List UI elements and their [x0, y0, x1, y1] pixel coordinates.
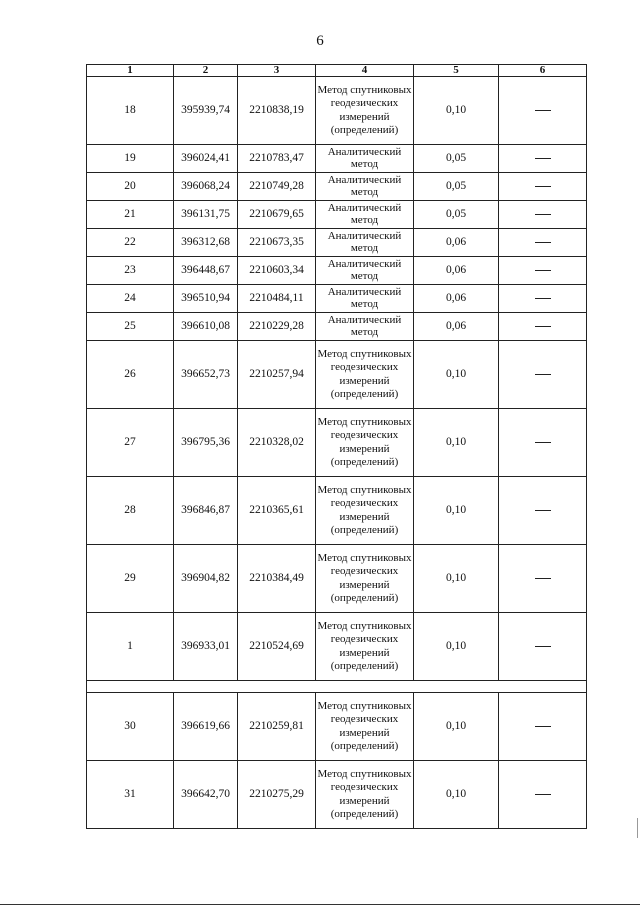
x-coordinate-cell: 395939,74 — [174, 77, 238, 145]
method-cell: Метод спутниковых геодезических измерений (определений) — [316, 77, 414, 145]
method-cell: Аналитический метод — [316, 285, 414, 313]
y-coordinate-cell: 2210783,47 — [238, 145, 316, 173]
note-cell — [499, 761, 587, 829]
column-header: 2 — [174, 65, 238, 77]
y-coordinate-cell: 2210229,28 — [238, 313, 316, 341]
accuracy-cell: 0,10 — [414, 761, 499, 829]
y-coordinate-cell: 2210257,94 — [238, 341, 316, 409]
x-coordinate-cell: 396933,01 — [174, 613, 238, 681]
y-coordinate-cell: 2210524,69 — [238, 613, 316, 681]
x-coordinate-cell: 396024,41 — [174, 145, 238, 173]
x-coordinate-cell: 396619,66 — [174, 693, 238, 761]
y-coordinate-cell: 2210673,35 — [238, 229, 316, 257]
column-header: 5 — [414, 65, 499, 77]
accuracy-cell: 0,05 — [414, 145, 499, 173]
dash-mark — [535, 270, 551, 271]
column-header: 4 — [316, 65, 414, 77]
y-coordinate-cell: 2210838,19 — [238, 77, 316, 145]
method-cell: Метод спутниковых геодезических измерений (определений) — [316, 409, 414, 477]
table-header-row — [87, 65, 587, 77]
table-body — [87, 77, 587, 829]
method-cell: Метод спутниковых геодезических измерений (определений) — [316, 613, 414, 681]
note-cell — [499, 613, 587, 681]
method-cell: Метод спутниковых геодезических измерений (определений) — [316, 341, 414, 409]
y-coordinate-cell: 2210384,49 — [238, 545, 316, 613]
method-cell: Метод спутниковых геодезических измерений (определений) — [316, 761, 414, 829]
table-row — [87, 145, 587, 173]
x-coordinate-cell: 396904,82 — [174, 545, 238, 613]
point-number-cell: 27 — [87, 409, 174, 477]
point-number-cell: 24 — [87, 285, 174, 313]
scan-edge-mark — [637, 818, 638, 838]
dash-mark — [535, 158, 551, 159]
dash-mark — [535, 214, 551, 215]
dash-mark — [535, 186, 551, 187]
table-row — [87, 409, 587, 477]
accuracy-cell: 0,10 — [414, 545, 499, 613]
accuracy-cell: 0,06 — [414, 229, 499, 257]
method-cell: Аналитический метод — [316, 313, 414, 341]
accuracy-cell: 0,10 — [414, 77, 499, 145]
table-separator-row — [87, 681, 587, 693]
point-number-cell: 28 — [87, 477, 174, 545]
note-cell — [499, 229, 587, 257]
y-coordinate-cell: 2210749,28 — [238, 173, 316, 201]
y-coordinate-cell: 2210365,61 — [238, 477, 316, 545]
accuracy-cell: 0,10 — [414, 613, 499, 681]
coordinates-table — [86, 64, 587, 829]
point-number-cell: 25 — [87, 313, 174, 341]
note-cell — [499, 477, 587, 545]
table-row — [87, 257, 587, 285]
point-number-cell: 21 — [87, 201, 174, 229]
dash-mark — [535, 298, 551, 299]
page-bottom-edge — [0, 904, 640, 905]
table-row — [87, 77, 587, 145]
table-row — [87, 477, 587, 545]
x-coordinate-cell: 396642,70 — [174, 761, 238, 829]
table-row — [87, 761, 587, 829]
note-cell — [499, 201, 587, 229]
point-number-cell: 26 — [87, 341, 174, 409]
dash-mark — [535, 794, 551, 795]
x-coordinate-cell: 396652,73 — [174, 341, 238, 409]
method-cell: Аналитический метод — [316, 145, 414, 173]
point-number-cell: 23 — [87, 257, 174, 285]
point-number-cell: 30 — [87, 693, 174, 761]
note-cell — [499, 285, 587, 313]
dash-mark — [535, 510, 551, 511]
method-cell: Аналитический метод — [316, 173, 414, 201]
method-cell: Аналитический метод — [316, 229, 414, 257]
x-coordinate-cell: 396510,94 — [174, 285, 238, 313]
accuracy-cell: 0,05 — [414, 173, 499, 201]
x-coordinate-cell: 396610,08 — [174, 313, 238, 341]
column-header: 1 — [87, 65, 174, 77]
point-number-cell: 1 — [87, 613, 174, 681]
separator-cell — [87, 681, 587, 693]
note-cell — [499, 313, 587, 341]
table-row — [87, 545, 587, 613]
dash-mark — [535, 110, 551, 111]
accuracy-cell: 0,10 — [414, 477, 499, 545]
accuracy-cell: 0,10 — [414, 341, 499, 409]
x-coordinate-cell: 396795,36 — [174, 409, 238, 477]
accuracy-cell: 0,10 — [414, 409, 499, 477]
table-row — [87, 341, 587, 409]
accuracy-cell: 0,06 — [414, 285, 499, 313]
note-cell — [499, 77, 587, 145]
table-row — [87, 693, 587, 761]
table-row — [87, 285, 587, 313]
accuracy-cell: 0,06 — [414, 313, 499, 341]
method-cell: Аналитический метод — [316, 201, 414, 229]
x-coordinate-cell: 396312,68 — [174, 229, 238, 257]
dash-mark — [535, 726, 551, 727]
y-coordinate-cell: 2210259,81 — [238, 693, 316, 761]
dash-mark — [535, 374, 551, 375]
dash-mark — [535, 326, 551, 327]
accuracy-cell: 0,06 — [414, 257, 499, 285]
page-number: 6 — [316, 33, 324, 49]
table-row — [87, 313, 587, 341]
note-cell — [499, 145, 587, 173]
note-cell — [499, 409, 587, 477]
note-cell — [499, 545, 587, 613]
accuracy-cell: 0,10 — [414, 693, 499, 761]
x-coordinate-cell: 396068,24 — [174, 173, 238, 201]
y-coordinate-cell: 2210275,29 — [238, 761, 316, 829]
method-cell: Метод спутниковых геодезических измерений (определений) — [316, 545, 414, 613]
y-coordinate-cell: 2210603,34 — [238, 257, 316, 285]
y-coordinate-cell: 2210484,11 — [238, 285, 316, 313]
table-row — [87, 229, 587, 257]
table-row — [87, 613, 587, 681]
accuracy-cell: 0,05 — [414, 201, 499, 229]
dash-mark — [535, 242, 551, 243]
point-number-cell: 20 — [87, 173, 174, 201]
dash-mark — [535, 646, 551, 647]
column-header: 6 — [499, 65, 587, 77]
table-row — [87, 173, 587, 201]
point-number-cell: 29 — [87, 545, 174, 613]
point-number-cell: 31 — [87, 761, 174, 829]
note-cell — [499, 693, 587, 761]
method-cell: Метод спутниковых геодезических измерений (определений) — [316, 693, 414, 761]
point-number-cell: 22 — [87, 229, 174, 257]
dash-mark — [535, 578, 551, 579]
note-cell — [499, 341, 587, 409]
note-cell — [499, 257, 587, 285]
x-coordinate-cell: 396846,87 — [174, 477, 238, 545]
point-number-cell: 19 — [87, 145, 174, 173]
x-coordinate-cell: 396448,67 — [174, 257, 238, 285]
y-coordinate-cell: 2210328,02 — [238, 409, 316, 477]
dash-mark — [535, 442, 551, 443]
y-coordinate-cell: 2210679,65 — [238, 201, 316, 229]
method-cell: Метод спутниковых геодезических измерений (определений) — [316, 477, 414, 545]
point-number-cell: 18 — [87, 77, 174, 145]
method-cell: Аналитический метод — [316, 257, 414, 285]
column-header: 3 — [238, 65, 316, 77]
table-row — [87, 201, 587, 229]
x-coordinate-cell: 396131,75 — [174, 201, 238, 229]
note-cell — [499, 173, 587, 201]
